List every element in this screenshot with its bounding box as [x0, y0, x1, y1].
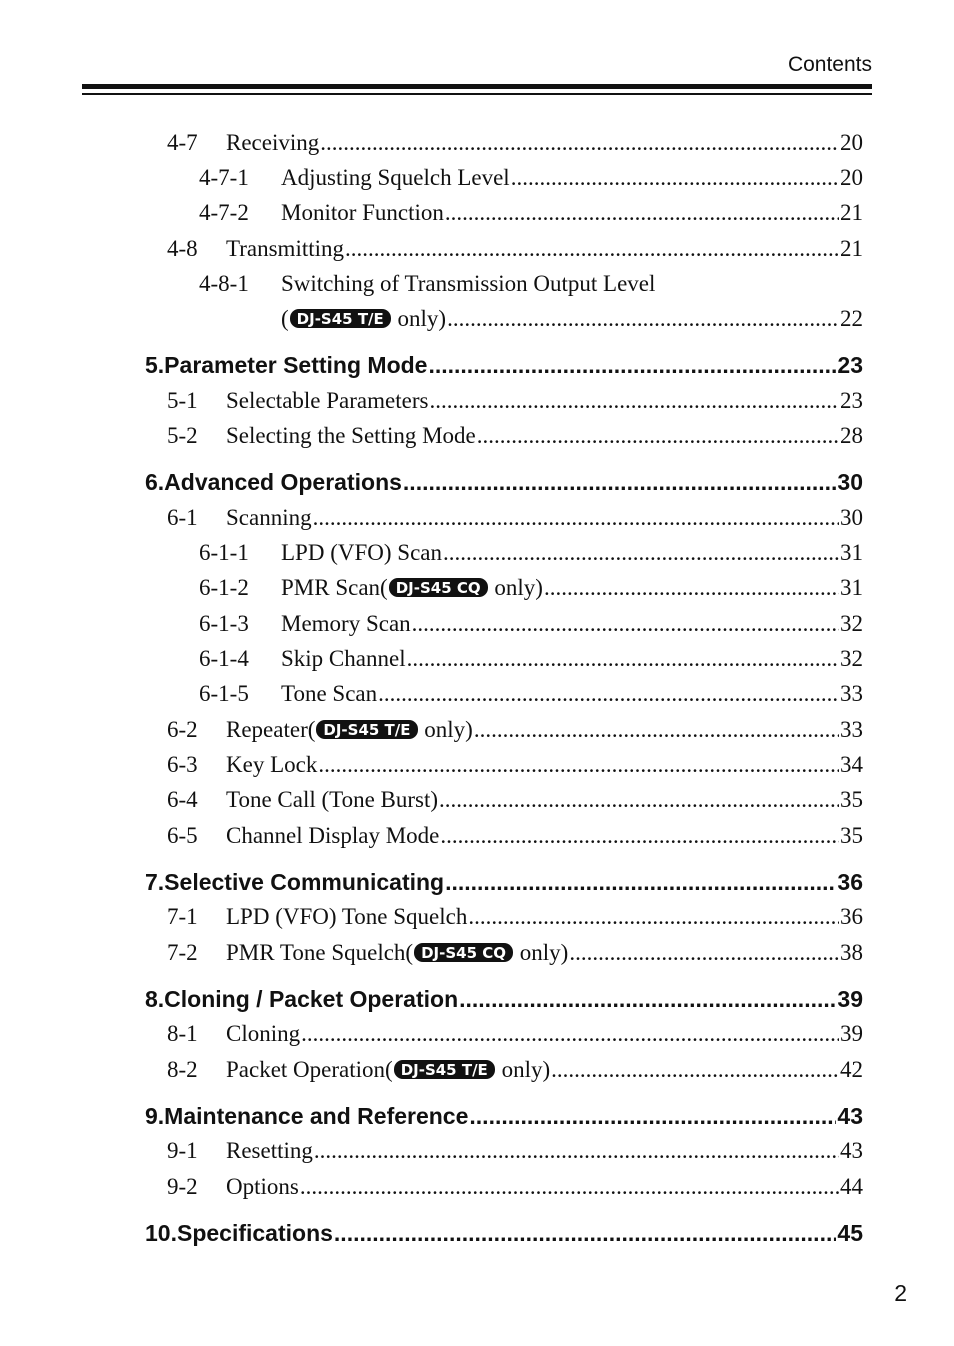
toc-entry-6-2[interactable] — [167, 717, 863, 747]
dot-leader — [300, 1174, 839, 1200]
section-title — [281, 575, 543, 601]
toc-chapter-9[interactable] — [145, 1103, 863, 1133]
section-number: 9-2 — [167, 1174, 198, 1199]
toc-entry-8-1[interactable] — [167, 1021, 863, 1051]
page-ref: 31 — [840, 540, 863, 565]
dot-leader — [569, 940, 839, 966]
dot-leader — [412, 611, 839, 637]
section-title: Channel Display Mode — [226, 823, 440, 848]
toc-entry-6-5[interactable] — [167, 823, 863, 853]
dot-leader — [477, 423, 839, 449]
page-ref: 33 — [840, 717, 863, 742]
page-ref: 35 — [840, 787, 863, 812]
section-number: 4-8 — [167, 236, 198, 261]
toc-entry-9-1[interactable] — [167, 1138, 863, 1168]
page-ref: 20 — [840, 165, 863, 190]
section-number: 6-2 — [167, 717, 198, 742]
section-title: Skip Channel — [281, 646, 406, 671]
toc-entry-6-1-5[interactable] — [199, 681, 863, 711]
dot-leader — [474, 717, 839, 743]
section-title: Selecting the Setting Mode — [226, 423, 476, 448]
page-ref: 23 — [837, 352, 863, 378]
dot-leader — [445, 200, 839, 226]
page-ref: 32 — [840, 611, 863, 636]
toc-entry-5-1[interactable] — [167, 388, 863, 418]
dot-leader — [403, 469, 836, 496]
chapter-title: 9.Maintenance and Reference — [145, 1103, 469, 1129]
dot-leader — [301, 1021, 839, 1047]
title-suffix: only) — [495, 1057, 551, 1082]
section-number: 8-1 — [167, 1021, 198, 1046]
chapter-title: 7.Selective Communicating — [145, 869, 445, 895]
section-title: LPD (VFO) Tone Squelch — [226, 904, 468, 929]
page-ref: 44 — [840, 1174, 863, 1199]
section-number: 5-2 — [167, 423, 198, 448]
section-number: 4-7-1 — [199, 165, 249, 190]
toc-entry-5-2[interactable] — [167, 423, 863, 453]
section-title: Switching of Transmission Output Level — [281, 271, 656, 296]
title-suffix: only) — [391, 306, 447, 331]
page-ref: 23 — [840, 388, 863, 413]
section-number: 4-7 — [167, 130, 198, 155]
section-title: Adjusting Squelch Level — [281, 165, 510, 190]
page-number: 2 — [894, 1280, 907, 1306]
model-badge: DJ-S45 T/E — [290, 309, 391, 328]
model-badge: DJ-S45 T/E — [316, 720, 417, 739]
toc-entry-6-1-2[interactable] — [199, 575, 863, 605]
chapter-title: 10.Specifications — [145, 1220, 333, 1246]
section-title: Receiving — [226, 130, 320, 155]
section-title: LPD (VFO) Scan — [281, 540, 442, 565]
dot-leader — [459, 986, 836, 1013]
toc-chapter-6[interactable] — [145, 469, 863, 499]
toc-entry-4-7-2[interactable] — [199, 200, 863, 230]
section-number: 6-3 — [167, 752, 198, 777]
section-title: Memory Scan — [281, 611, 411, 636]
toc-chapter-8[interactable] — [145, 986, 863, 1016]
dot-leader — [445, 869, 836, 896]
page-ref: 20 — [840, 130, 863, 155]
section-number: 6-1-1 — [199, 540, 249, 565]
dot-leader — [428, 352, 836, 379]
page-ref: 33 — [840, 681, 863, 706]
section-number: 6-1-2 — [199, 575, 249, 600]
section-title — [226, 940, 568, 966]
section-number: 6-1-5 — [199, 681, 249, 706]
toc-entry-4-7[interactable] — [167, 130, 863, 160]
dot-leader — [334, 1220, 836, 1247]
title-suffix: only) — [514, 940, 569, 965]
chapter-title: 6.Advanced Operations — [145, 469, 402, 495]
toc-entry-6-4[interactable] — [167, 787, 863, 817]
toc-entry-4-7-1[interactable] — [199, 165, 863, 195]
page-ref: 22 — [840, 306, 863, 331]
title-prefix: PMR Scan( — [281, 575, 388, 600]
section-number: 9-1 — [167, 1138, 198, 1163]
page-ref: 39 — [837, 986, 863, 1012]
section-number: 6-1-4 — [199, 646, 249, 671]
toc-entry-7-1[interactable] — [167, 904, 863, 934]
page-ref: 32 — [840, 646, 863, 671]
section-title: Selectable Parameters — [226, 388, 429, 413]
section-title: Monitor Function — [281, 200, 444, 225]
section-number: 6-5 — [167, 823, 198, 848]
section-number: 4-8-1 — [199, 271, 249, 296]
section-title: Tone Call (Tone Burst) — [226, 787, 439, 812]
title-suffix: only) — [418, 717, 473, 742]
dot-leader — [318, 752, 839, 778]
dot-leader — [407, 646, 839, 672]
dot-leader — [313, 505, 839, 531]
dot-leader — [443, 540, 839, 566]
section-number: 4-7-2 — [199, 200, 249, 225]
toc-chapter-7[interactable] — [145, 869, 863, 899]
page-ref: 36 — [840, 904, 863, 929]
toc-entry-6-1-1[interactable] — [199, 540, 863, 570]
chapter-title: 5.Parameter Setting Mode — [145, 352, 428, 378]
section-title — [281, 306, 446, 332]
dot-leader — [447, 306, 839, 332]
toc-entry-6-1[interactable] — [167, 505, 863, 535]
title-prefix: Packet Operation( — [226, 1057, 393, 1082]
section-number: 6-1-3 — [199, 611, 249, 636]
page-ref: 31 — [840, 575, 863, 600]
toc-entry-4-8-1[interactable] — [199, 271, 863, 301]
toc-chapter-5[interactable] — [145, 352, 863, 382]
section-title: Options — [226, 1174, 299, 1199]
toc-entry-6-1-3[interactable] — [199, 611, 863, 641]
model-badge: DJ-S45 CQ — [414, 943, 513, 962]
title-suffix: only) — [488, 575, 543, 600]
model-badge: DJ-S45 T/E — [394, 1060, 495, 1079]
dot-leader — [314, 1138, 839, 1164]
title-prefix: ( — [281, 306, 289, 331]
page-ref: 35 — [840, 823, 863, 848]
page-ref: 38 — [840, 940, 863, 965]
page-ref: 30 — [840, 505, 863, 530]
header-title: Contents — [787, 53, 872, 76]
page-ref: 30 — [837, 469, 863, 495]
title-prefix: PMR Tone Squelch( — [226, 940, 414, 965]
dot-leader — [469, 1103, 836, 1130]
title-prefix: Repeater( — [226, 717, 316, 742]
model-badge: DJ-S45 CQ — [389, 578, 488, 597]
page-ref: 34 — [840, 752, 863, 777]
toc-entry-9-2[interactable] — [167, 1174, 863, 1204]
section-number: 8-2 — [167, 1057, 198, 1082]
toc-entry-6-3[interactable] — [167, 752, 863, 782]
dot-leader — [429, 388, 839, 414]
page-ref: 45 — [837, 1220, 863, 1246]
dot-leader — [511, 165, 839, 191]
section-title — [226, 1057, 550, 1083]
dot-leader — [544, 575, 839, 601]
section-title: Resetting — [226, 1138, 313, 1163]
toc-entry-8-2[interactable] — [167, 1057, 863, 1087]
section-number: 5-1 — [167, 388, 198, 413]
section-number: 6-4 — [167, 787, 198, 812]
dot-leader — [345, 236, 839, 262]
section-number: 7-2 — [167, 940, 198, 965]
dot-leader — [440, 823, 839, 849]
section-title: Tone Scan — [281, 681, 378, 706]
section-title: Cloning — [226, 1021, 301, 1046]
page-ref: 21 — [840, 200, 863, 225]
toc-chapter-10[interactable] — [145, 1220, 863, 1250]
section-number: 7-1 — [167, 904, 198, 929]
page-ref: 21 — [840, 236, 863, 261]
section-title: Scanning — [226, 505, 312, 530]
section-title — [226, 717, 473, 743]
toc-entry-6-1-4[interactable] — [199, 646, 863, 676]
dot-leader — [551, 1057, 839, 1083]
page-ref: 42 — [840, 1057, 863, 1082]
section-title: Transmitting — [226, 236, 345, 261]
dot-leader — [378, 681, 839, 707]
section-title: Key Lock — [226, 752, 318, 777]
dot-leader — [468, 904, 839, 930]
page-ref: 28 — [840, 423, 863, 448]
dot-leader — [439, 787, 839, 813]
toc-entry-4-8[interactable] — [167, 236, 863, 266]
toc-entry-7-2[interactable] — [167, 940, 863, 970]
chapter-title: 8.Cloning / Packet Operation — [145, 986, 459, 1012]
page-ref: 43 — [840, 1138, 863, 1163]
dot-leader — [320, 130, 839, 156]
page-ref: 39 — [840, 1021, 863, 1046]
page-ref: 36 — [837, 869, 863, 895]
toc-entry-4-8-1-continued[interactable] — [281, 306, 863, 336]
page-ref: 43 — [837, 1103, 863, 1129]
section-number: 6-1 — [167, 505, 198, 530]
